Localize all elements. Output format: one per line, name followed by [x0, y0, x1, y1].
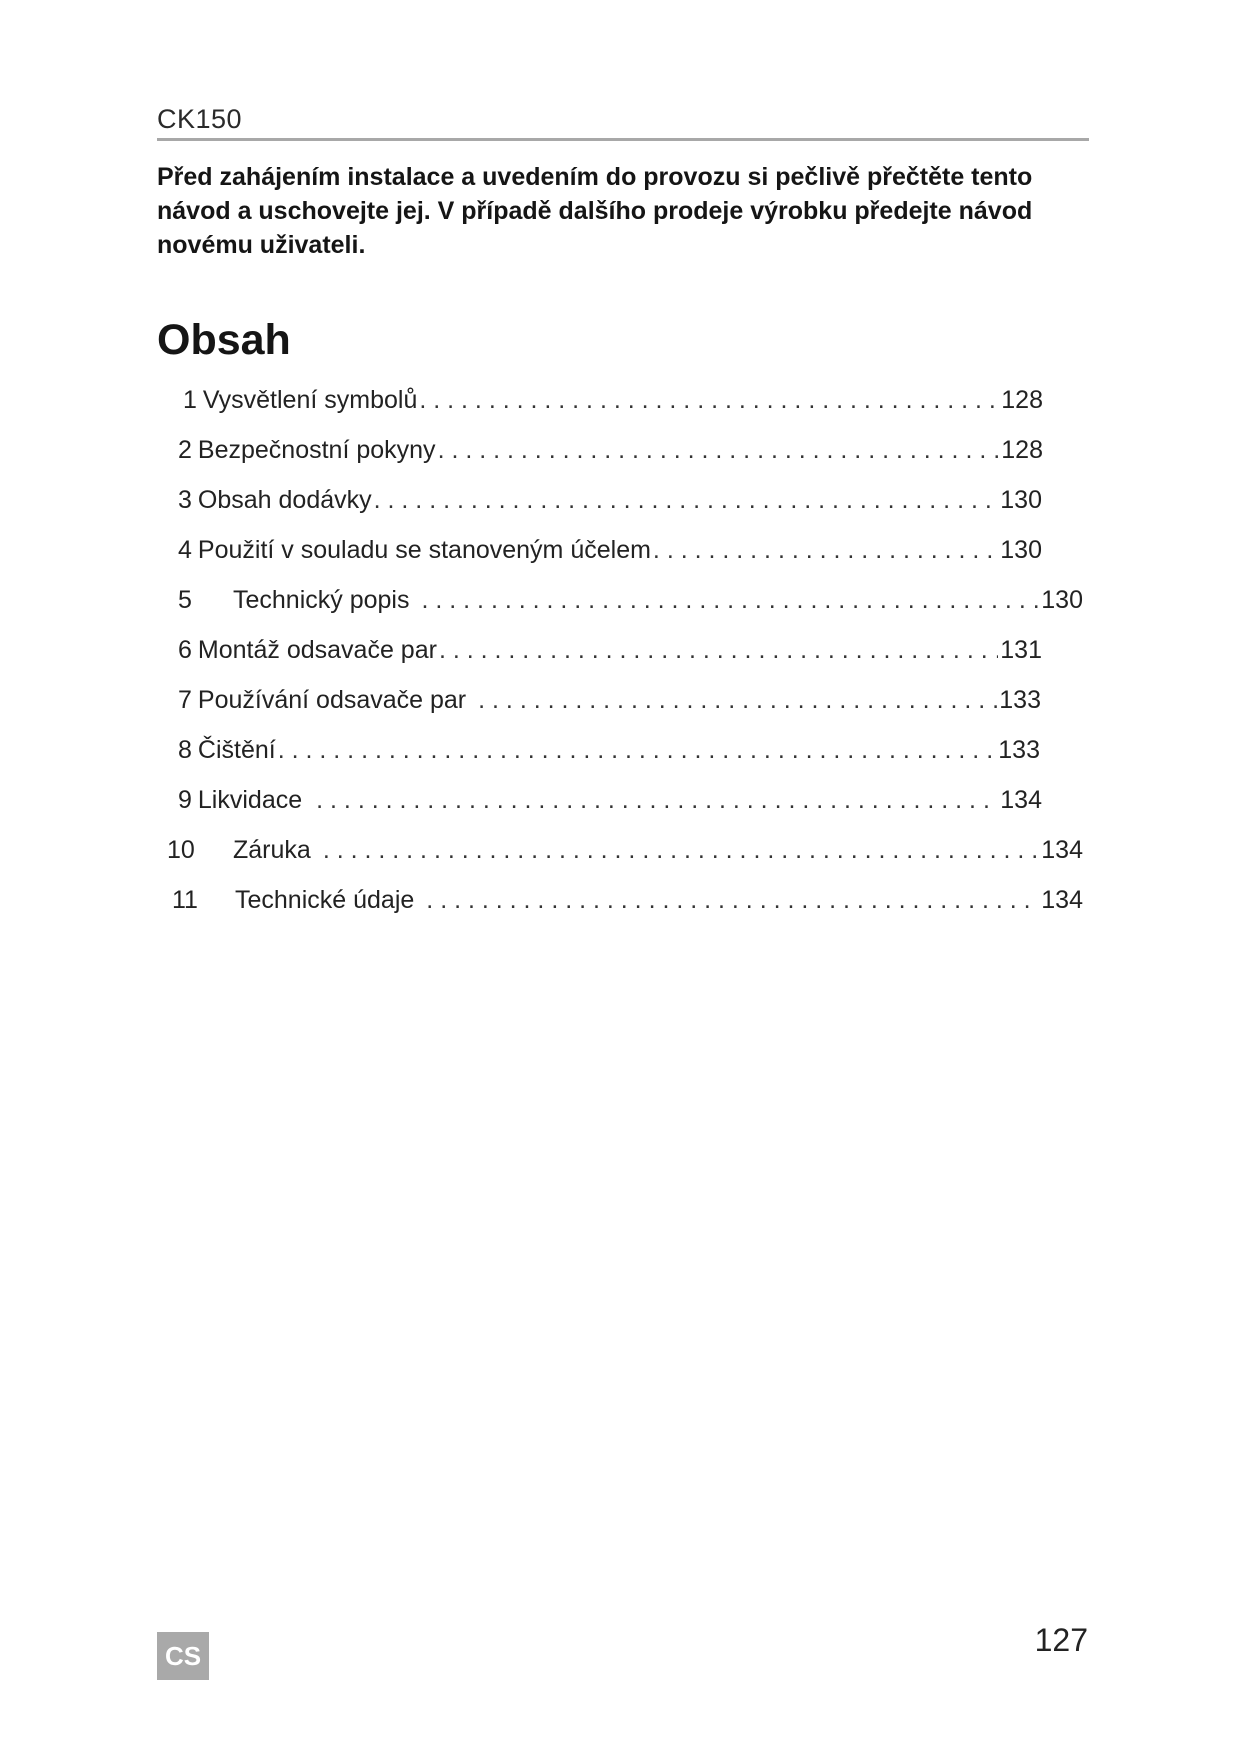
- toc-entry-number: 10: [167, 836, 195, 864]
- toc-entry[interactable]: [172, 886, 1083, 920]
- toc-entry-page: 133: [998, 736, 1040, 764]
- toc-leader-dots: [374, 486, 999, 515]
- toc-entry[interactable]: [178, 736, 1040, 770]
- toc-entry-page: 134: [1000, 786, 1042, 814]
- toc-entry[interactable]: [178, 786, 1042, 820]
- toc-entry[interactable]: [178, 636, 1042, 670]
- toc-entry-number: 2: [178, 436, 192, 464]
- toc-entry-label: Technické údaje: [235, 886, 415, 914]
- toc-entry-page: 130: [1000, 536, 1042, 564]
- toc-leader-dots: [421, 586, 1039, 615]
- toc-entry-label: Obsah dodávky: [197, 486, 372, 514]
- toc-leader-dots: [426, 886, 1039, 915]
- toc-leader-dots: [438, 436, 1000, 465]
- toc-entry-label: Bezpečnostní pokyny: [197, 436, 436, 464]
- toc-entry[interactable]: [178, 686, 1041, 720]
- toc-entry-page: 134: [1041, 886, 1083, 914]
- toc-entry-number: 4: [178, 536, 192, 564]
- toc-entry-number: 9: [178, 786, 192, 814]
- toc-entry-page: 133: [999, 686, 1041, 714]
- toc-entry[interactable]: [167, 836, 1083, 870]
- toc-entry-page: 134: [1041, 836, 1083, 864]
- toc-entry-number: 7: [178, 686, 192, 714]
- toc-entry-label: Záruka: [233, 836, 311, 864]
- toc-leader-dots: [478, 686, 997, 715]
- toc-entry-number: 5: [178, 586, 192, 614]
- header-divider: [157, 138, 1089, 141]
- toc-entry-number: 3: [178, 486, 192, 514]
- toc-title: Obsah: [157, 316, 291, 364]
- toc-entry[interactable]: [178, 586, 1083, 620]
- toc-entry-number: 6: [178, 636, 192, 664]
- toc-entry-page: 128: [1001, 386, 1043, 414]
- page-number: 127: [1034, 1622, 1088, 1658]
- toc-entry-label: Použití v souladu se stanoveným účelem: [197, 536, 651, 564]
- intro-notice: Před zahájením instalace a uvedením do provozu si pečlivě přečtěte tento návod a uschovejte jej. V případě dalšího prodeje výrobku předejte návod novému uživateli.: [157, 163, 1033, 259]
- toc-entry-number: 11: [172, 886, 198, 914]
- toc-entry-page: 130: [1000, 486, 1042, 514]
- toc-entry[interactable]: [178, 486, 1042, 520]
- toc-leader-dots: [439, 636, 998, 665]
- toc-entry-label: Likvidace: [197, 786, 303, 814]
- toc-leader-dots: [323, 836, 1039, 865]
- toc-entry-label: Vysvětlení symbolů: [202, 386, 418, 414]
- toc-entry-page: 131: [1000, 636, 1042, 664]
- toc-leader-dots: [278, 736, 997, 765]
- toc-entry[interactable]: [178, 436, 1043, 470]
- toc-leader-dots: [419, 386, 999, 415]
- toc-entry-label: Montáž odsavače par: [197, 636, 437, 664]
- header-model: CK150: [157, 104, 243, 134]
- toc-entry-number: 1: [183, 386, 197, 414]
- toc-leader-dots: [316, 786, 998, 815]
- toc-entry-label: Používání odsavače par: [197, 686, 467, 714]
- toc-entry-label: Technický popis: [233, 586, 410, 614]
- toc-entry[interactable]: [178, 536, 1042, 570]
- language-badge: CS: [157, 1632, 209, 1680]
- toc-entry[interactable]: [183, 386, 1043, 420]
- toc-entry-label: Čištění: [197, 736, 276, 764]
- toc-entry-number: 8: [178, 736, 192, 764]
- toc-entry-page: 130: [1041, 586, 1083, 614]
- toc-leader-dots: [653, 536, 998, 565]
- toc-entry-page: 128: [1001, 436, 1043, 464]
